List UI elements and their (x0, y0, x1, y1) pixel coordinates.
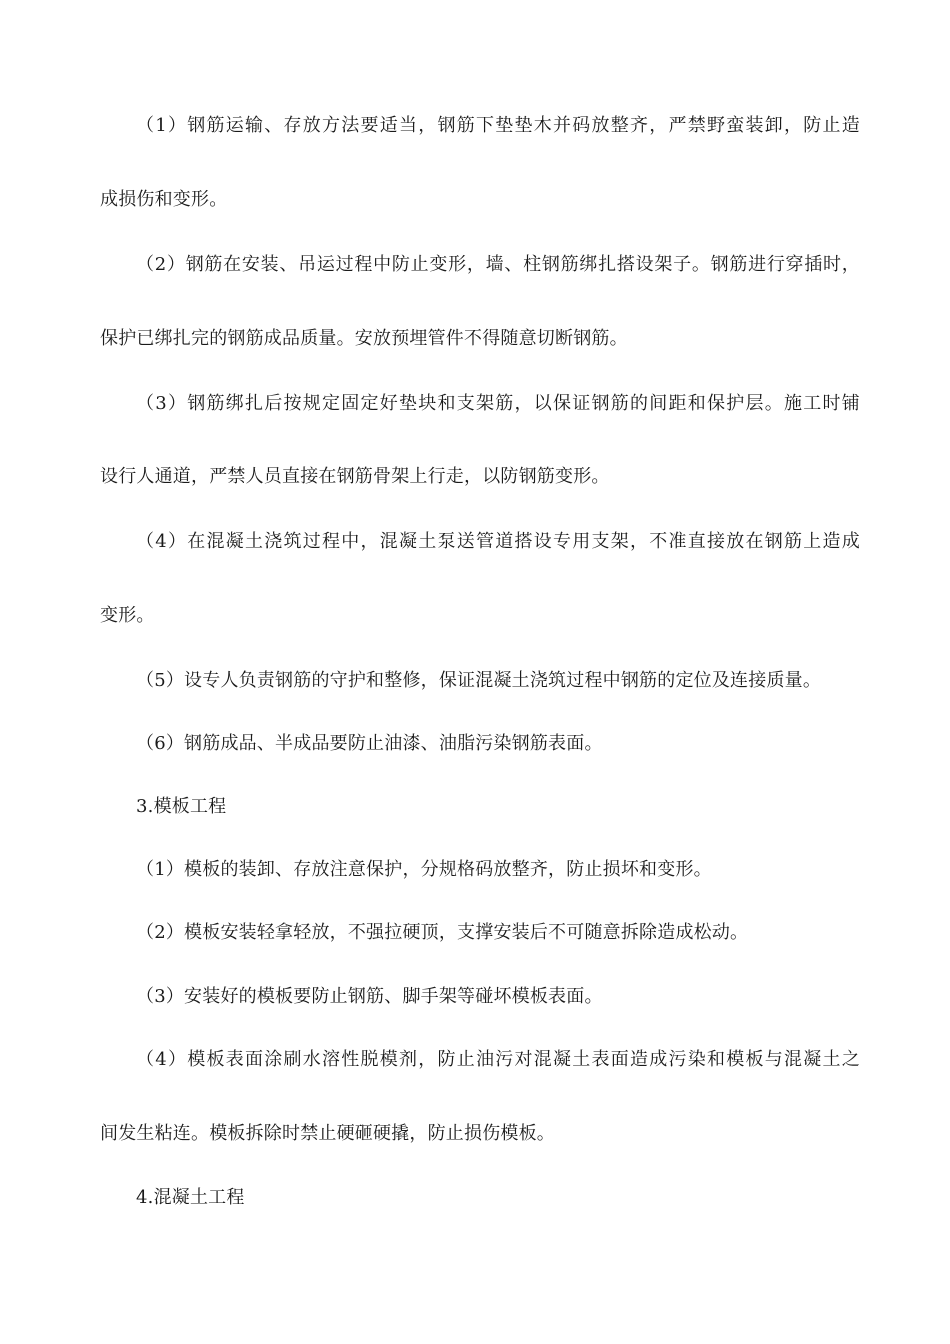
paragraph-formwork-3: （3）安装好的模板要防止钢筋、脚手架等碰坏模板表面。 (136, 986, 603, 1007)
paragraph-rebar-6: （6）钢筋成品、半成品要防止油漆、油脂污染钢筋表面。 (136, 733, 603, 754)
paragraph-rebar-2-line-2: 保护已绑扎完的钢筋成品质量。安放预埋管件不得随意切断钢筋。 (100, 328, 628, 349)
paragraph-rebar-2-line-1: （2）钢筋在安装、吊运过程中防止变形，墙、柱钢筋绑扎搭设架子。钢筋进行穿插时， (136, 254, 860, 275)
section-heading-concrete: 4.混凝土工程 (136, 1187, 245, 1208)
section-heading-formwork: 3.模板工程 (136, 796, 227, 817)
paragraph-formwork-4-line-1: （4）模板表面涂刷水溶性脱模剂，防止油污对混凝土表面造成污染和模板与混凝土之 (136, 1049, 860, 1070)
paragraph-rebar-4-line-1: （4）在混凝土浇筑过程中，混凝土泵送管道搭设专用支架，不准直接放在钢筋上造成 (136, 531, 860, 552)
paragraph-rebar-3-line-2: 设行人通道，严禁人员直接在钢筋骨架上行走，以防钢筋变形。 (100, 466, 610, 487)
paragraph-rebar-1-line-1: （1）钢筋运输、存放方法要适当，钢筋下垫垫木并码放整齐，严禁野蛮装卸，防止造 (136, 115, 860, 136)
paragraph-formwork-4-line-2: 间发生粘连。模板拆除时禁止硬砸硬撬，防止损伤模板。 (100, 1123, 555, 1144)
paragraph-formwork-2: （2）模板安装轻拿轻放，不强拉硬顶，支撑安装后不可随意拆除造成松动。 (136, 922, 749, 943)
paragraph-rebar-3-line-1: （3）钢筋绑扎后按规定固定好垫块和支架筋，以保证钢筋的间距和保护层。施工时铺 (136, 393, 860, 414)
paragraph-rebar-5: （5）设专人负责钢筋的守护和整修，保证混凝土浇筑过程中钢筋的定位及连接质量。 (136, 670, 822, 691)
paragraph-rebar-4-line-2: 变形。 (100, 605, 155, 626)
paragraph-formwork-1: （1）模板的装卸、存放注意保护，分规格码放整齐，防止损坏和变形。 (136, 859, 712, 880)
paragraph-rebar-1-line-2: 成损伤和变形。 (100, 189, 228, 210)
